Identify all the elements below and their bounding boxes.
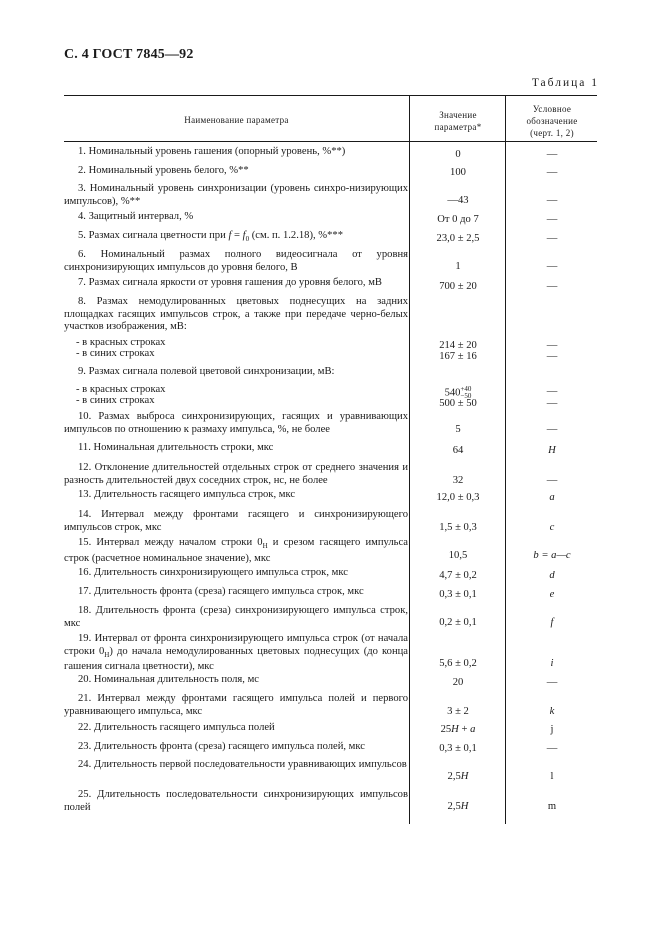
table-row-symbol: — (546, 149, 558, 160)
table-row-name: 22. Длительность гасящего импульса полей (78, 722, 275, 733)
table-row-value: 100 (450, 167, 466, 178)
table-row-symbol: — (546, 386, 558, 397)
table-row-name: 16. Длительность синхронизирующего импульса строк, мкс (78, 567, 348, 578)
header-bottom-rule (64, 141, 597, 142)
table-row-value: 0,3 ± 0,1 (439, 589, 477, 600)
table-row-name: 23. Длительность фронта (среза) гасящего импульса полей, мкс (78, 741, 365, 752)
table-row-value: 32 (452, 475, 464, 486)
column-header-value: Значение параметра* (434, 110, 482, 132)
table-row-value: 2,5H (447, 771, 469, 782)
table-row-name: 19. Интервал от фронта синхронизирующего импульса строк (от начала строки $0_H$) до начала немодулированных цветовых поднесущих (до конца гашения сигнала цветности), мкс (64, 633, 408, 673)
table-row-value: 20 (452, 677, 464, 688)
table-row-name: 24. Длительность первой последовательности уравнивающих импульсов (78, 759, 407, 770)
table-subrow-name: - в красных строках (76, 337, 166, 348)
table-row-name: 13. Длительность гасящего импульса строк, мкс (78, 489, 296, 500)
table-row-value: 1,5 ± 0,3 (439, 522, 477, 533)
table-subrow-name: - в синих строках (76, 348, 155, 359)
table-row-value: 5,6 ± 0,2 (439, 658, 477, 669)
table-row-name: 12. Отклонение длительностей отдельных строк от среднего значения и разность длительностей двух соседних строк, нс, не более (64, 462, 408, 486)
column-divider-1 (409, 95, 410, 824)
table-row-value: 10,5 (448, 550, 468, 561)
table-row-symbol: e (549, 589, 555, 600)
table-row-value: 12,0 ± 0,3 (436, 492, 480, 503)
column-header-name: Наименование параметра (184, 115, 289, 125)
table-row-symbol: — (546, 195, 558, 206)
table-row-symbol: — (546, 167, 558, 178)
table-label: Таблица 1 (531, 77, 599, 89)
table-row-symbol: c (549, 522, 555, 533)
table-row-name: 7. Размах сигнала яркости от уровня гашения до уровня белого, мВ (78, 277, 382, 288)
column-divider-2 (505, 95, 506, 824)
table-row-symbol: l (550, 771, 554, 782)
table-row-symbol: f (550, 617, 554, 628)
table-row-value: 5 (455, 424, 461, 435)
table-row-symbol: — (546, 340, 558, 351)
table-row-value: 2,5H (447, 801, 469, 812)
table-row-value: 500 ± 50 (439, 398, 477, 409)
table-row-name: 11. Номинальная длительность строки, мкс (78, 442, 274, 453)
table-row-symbol: — (546, 281, 558, 292)
table-subrow-name: - в синих строках (76, 395, 155, 406)
table-row-symbol: k (549, 706, 555, 717)
table-row-symbol: i (550, 658, 554, 669)
table-row-symbol: — (546, 677, 558, 688)
table-row-name: 17. Длительность фронта (среза) гасящего импульса строк, мкс (78, 586, 364, 597)
table-row-value: 23,0 ± 2,5 (436, 233, 480, 244)
table-row-symbol: j (550, 724, 554, 735)
table-row-name: 6. Номинальный размах полного видеосигнала от уровня синхронизирующих импульсов до уровня белого, В (64, 249, 408, 273)
table-row-value: 0,2 ± 0,1 (439, 617, 477, 628)
table-row-name: 20. Номинальная длительность поля, мс (78, 674, 260, 685)
table-row-symbol: — (546, 424, 558, 435)
table-row-value: —43 (447, 195, 469, 206)
table-row-value: 4,7 ± 0,2 (439, 570, 477, 581)
table-row-name: 15. Интервал между началом строки $0_H$ и срезом гасящего импульса строк (расчетное номинальное значение), мкс (64, 537, 408, 564)
table-row-value: 25H + a (440, 724, 476, 735)
table-row-name: 2. Номинальный уровень белого, %** (78, 165, 249, 176)
table-row-symbol: — (546, 261, 558, 272)
table-top-rule (64, 95, 597, 96)
table-row-name: 1. Номинальный уровень гашения (опорный уровень, %**) (78, 146, 346, 157)
table-row-name: 10. Размах выброса синхронизирующих, гасящих и уравнивающих импульсов по отношению к размаху импульса, %, не более (64, 411, 408, 435)
table-row-symbol: m (547, 801, 557, 812)
table-row-value: 167 ± 16 (439, 351, 477, 362)
table-row-symbol: — (546, 398, 558, 409)
table-row-name: 18. Длительность фронта (среза) синхронизирующего импульса строк, мкс (64, 605, 408, 629)
table-row-name: 9. Размах сигнала полевой цветовой синхронизации, мВ: (78, 366, 335, 377)
table-row-value: 214 ± 20 (439, 340, 477, 351)
table-row-symbol: d (549, 570, 555, 581)
table-subrow-name: - в красных строках (76, 384, 166, 395)
table-row-symbol: H (548, 445, 556, 456)
table-row-name: 8. Размах немодулированных цветовых поднесущих на задних площадках гасящих импульсов строк, а также при передаче черно-белых участков изображения, мВ: (64, 296, 408, 333)
table-row-symbol: a (549, 492, 555, 503)
table-row-value: 0 (455, 149, 461, 160)
table-row-symbol: b = a—c (533, 550, 571, 561)
table-row-value: 64 (452, 445, 464, 456)
table-row-symbol: — (546, 233, 558, 244)
table-row-name: 14. Интервал между фронтами гасящего и синхронизирующего импульсов строк, мкс (64, 509, 408, 533)
table-row-symbol: — (546, 214, 558, 225)
table-row-symbol: — (546, 351, 558, 362)
table-row-value: 0,3 ± 0,1 (439, 743, 477, 754)
column-header-symbol: Условное обозначение (черт. 1, 2) (526, 104, 578, 138)
table-row-name: 3. Номинальный уровень синхронизации (уровень синхро-низирующих импульсов), %** (64, 183, 408, 207)
table-row-value: 1 (455, 261, 461, 272)
table-row-name: 21. Интервал между фронтами гасящего импульса полей и первого уравнивающего импульса, мкс (64, 693, 408, 717)
table-row-symbol: — (546, 743, 558, 754)
table-row-name: 4. Защитный интервал, % (78, 211, 194, 222)
page-header: С. 4 ГОСТ 7845—92 (64, 47, 194, 62)
table-row-value: 3 ± 2 (447, 706, 469, 717)
table-row-value: 540 +40 −50 (444, 385, 472, 400)
table-row-name: 5. Размах сигнала цветности при $f = f_0$ (см. п. 1.2.18), %*** (78, 230, 343, 244)
table-row-value: 700 ± 20 (439, 281, 477, 292)
table-row-symbol: — (546, 475, 558, 486)
table-row-name: 25. Длительность последовательности синхронизирующих импульсов полей (64, 789, 408, 813)
table-row-value: От 0 до 7 (437, 214, 479, 225)
